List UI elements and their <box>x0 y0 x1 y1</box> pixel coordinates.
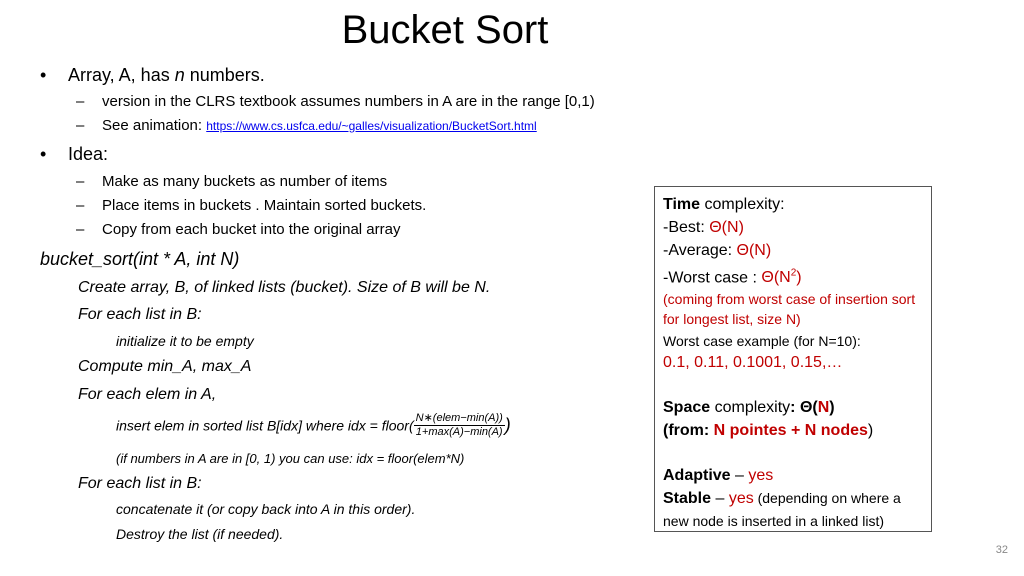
dash-icon: – <box>76 221 85 238</box>
formula-close-paren: ) <box>504 415 511 435</box>
dash-icon: – <box>76 173 85 190</box>
code-line-minmax: Compute min_A, max_A <box>78 358 252 375</box>
adaptive: Adaptive – yes <box>663 467 774 485</box>
dash-icon: – <box>76 93 85 110</box>
sub-bullet-copy-text: Copy from each bucket into the original array <box>102 221 401 238</box>
worst-case-example-values: 0.1, 0.11, 0.1001, 0.15,… <box>663 354 843 372</box>
best-case: -Best: Θ(N) <box>663 219 744 236</box>
code-line-for-elem: For each elem in A, <box>78 386 217 403</box>
index-formula <box>414 412 505 439</box>
code-line-insert-text: insert elem in sorted list B[idx] where idx = floor( <box>116 417 414 434</box>
formula-numerator: N∗(elem−min(A)) <box>415 412 503 424</box>
complexity-box <box>654 186 932 532</box>
sub-bullet-clrs-text: version in the CLRS textbook assumes numbers in A are in the range [0,1) <box>102 93 595 110</box>
page-number: 32 <box>995 544 1008 556</box>
animation-link[interactable]: https://www.cs.usfca.edu/~galles/visualization/BucketSort.html <box>206 119 537 133</box>
spacer <box>663 442 923 464</box>
code-line-insert <box>116 412 511 439</box>
code-line-destroy: Destroy the list (if needed). <box>116 526 284 542</box>
code-line-for-list: For each list in B: <box>78 306 202 323</box>
bullet-dot-icon: • <box>40 65 47 85</box>
bullet-idea-text: Idea: <box>68 144 109 164</box>
sub-bullet-make-buckets-text: Make as many buckets as number of items <box>102 173 388 190</box>
dash-icon: – <box>76 197 85 214</box>
code-line-concatenate: concatenate it (or copy back into A in this order). <box>116 501 416 517</box>
bullet-dot-icon: • <box>40 144 47 164</box>
time-complexity-heading: Time complexity: <box>663 196 785 213</box>
bullet-array-prefix: Array, A, has <box>68 65 175 85</box>
bullet-array-suffix: numbers. <box>184 65 265 85</box>
code-line-for-list-2: For each list in B: <box>78 475 202 492</box>
spacer <box>663 374 923 396</box>
worst-case: -Worst case : $\Theta(N^2)$ <box>663 268 802 287</box>
slide-title: Bucket Sort <box>341 8 549 52</box>
sub-bullet-animation-text: See animation: <box>102 117 207 134</box>
code-line-alt-index: (if numbers in A are in [0, 1) you can use: idx = floor(elem*N) <box>116 451 465 466</box>
code-line-create: Create array, B, of linked lists (bucket). Size of B will be N. <box>78 279 491 296</box>
sub-bullet-place-items-text: Place items in buckets . Maintain sorted buckets. <box>102 197 427 214</box>
stable: Stable – yes (depending on where a new node is inserted in a linked list) <box>663 490 901 530</box>
formula-denominator: 1+max(A)−min(A) <box>415 426 503 438</box>
bullet-array-n: n <box>174 65 185 85</box>
dash-icon: – <box>76 117 85 134</box>
average-case: -Average: Θ(N) <box>663 242 772 259</box>
space-from: (from: N pointes + N nodes) <box>663 422 874 440</box>
space-complexity: Space complexity: Θ(N) <box>663 399 835 417</box>
code-line-init: initialize it to be empty <box>116 333 254 349</box>
code-signature: bucket_sort(int * A, int N) <box>40 249 240 269</box>
worst-case-note: (coming from worst case of insertion sort for longest list, size N) <box>663 291 916 328</box>
worst-case-example-label: Worst case example (for N=10): <box>663 333 861 350</box>
